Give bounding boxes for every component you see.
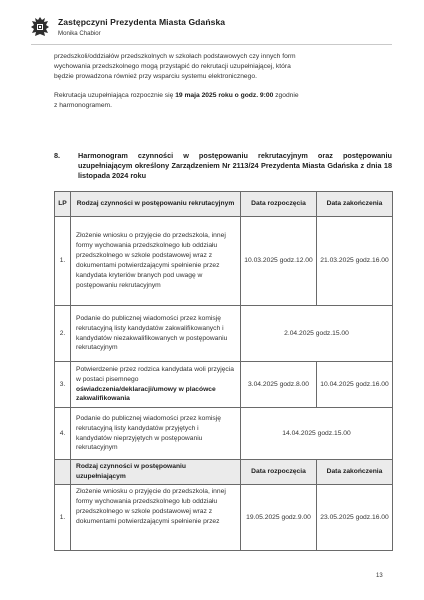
notice-line2: z harmonogramem.	[54, 102, 112, 110]
intro-line: wychowania przedszkolnego mogą przystąpić do rekrutacji uzupełniającej, która	[54, 63, 291, 71]
header-lp: LP	[55, 192, 71, 217]
notice-prefix: Rekrutacja uzupełniająca rozpocznie się	[54, 92, 176, 99]
intro-line: będzie prowadzona również przy wsparciu systemu elektronicznego.	[54, 73, 257, 81]
row-merged-date: 14.04.2025 godz.15.00	[241, 408, 393, 460]
row-description: Podanie do publicznej wiadomości przez komisję rekrutacyjną listy kandydatów zakwalifikowanych i kandydatów niezakwalifikowanych w postępowaniu rekrutacyjnym	[71, 306, 241, 362]
table-subheader-row	[55, 460, 393, 485]
row-lp: 2.	[55, 306, 71, 362]
row-start-date: 10.03.2025 godz.12.00	[241, 217, 317, 306]
row-merged-date: 2.04.2025 godz.15.00	[241, 306, 393, 362]
row-lp: 1.	[55, 485, 71, 551]
table-row	[55, 306, 393, 362]
row-lp: 4.	[55, 408, 71, 460]
row-start-date: 19.05.2025 godz.9.00	[241, 485, 317, 551]
table-header-row	[55, 192, 393, 217]
page-number: 13	[376, 573, 383, 579]
official-name: Monika Chabior	[58, 30, 101, 37]
organization-title: Zastępczyni Prezydenta Miasta Gdańska	[58, 17, 226, 27]
table-row	[55, 408, 393, 460]
subheader-lp	[55, 460, 71, 485]
header-divider	[31, 44, 392, 45]
section-number: 8.	[54, 151, 61, 160]
header-start-date: Data rozpoczęcia	[241, 192, 317, 217]
row-description: Złożenie wniosku o przyjęcie do przedszkola, innej formy wychowania przedszkolnego lub oddziału przedszkolnego w szkole podstawowej wraz z dokumentami potwierdzającymi spełnienie przez	[71, 485, 241, 551]
row-end-date: 23.05.2025 godz.16.00	[317, 485, 393, 551]
row-description	[71, 362, 241, 408]
row-description-emphasis: oświadczenia/deklaracji/umowy w placówce zakwalifikowania	[76, 385, 216, 403]
table-row	[55, 362, 393, 408]
notice-suffix: zgodnie	[273, 92, 299, 99]
subheader-start-date: Data rozpoczęcia	[241, 460, 317, 485]
section-title: Harmonogram czynności w postępowaniu rekrutacyjnym oraz postępowaniu uzupełniającym określony Zarządzeniem Nr 2113/24 Prezydenta Miasta Gdańska z dnia 18 listopada 2024 roku	[78, 151, 392, 180]
row-end-date: 21.03.2025 godz.16.00	[317, 217, 393, 306]
header-end-date: Data zakończenia	[317, 192, 393, 217]
subheader-end-date: Data zakończenia	[317, 460, 393, 485]
row-end-date: 10.04.2025 godz.16.00	[317, 362, 393, 408]
row-description-text: Potwierdzenie przez rodzica kandydata woli przyjęcia w postaci pisemnego	[76, 365, 234, 383]
row-description: Podanie do publicznej wiadomości przez komisję rekrutacyjną listy kandydatów przyjętych i kandydatów nieprzyjętych w postępowaniu rekrutacyjnym	[71, 408, 241, 460]
header-activity: Rodzaj czynności w postępowaniu rekrutacyjnym	[71, 192, 241, 217]
table-row	[55, 217, 393, 306]
row-start-date: 3.04.2025 godz.8.00	[241, 362, 317, 408]
table-row	[55, 485, 393, 551]
row-lp: 1.	[55, 217, 71, 306]
city-crest-icon	[31, 17, 49, 37]
schedule-table	[54, 191, 393, 551]
document-header	[31, 17, 225, 37]
recruitment-notice	[54, 91, 392, 111]
subheader-activity: Rodzaj czynności w postępowaniu uzupełniającym	[71, 460, 241, 485]
row-description: Złożenie wniosku o przyjęcie do przedszkola, innej formy wychowania przedszkolnego lub oddziału przedszkolnego w szkole podstawowej wraz z dokumentami potwierdzającymi spełnienie przez kandydata kryteriów branych pod uwagę w postępowaniu rekrutacyjnym	[71, 217, 241, 306]
intro-line: przedszkoli/oddziałów przedszkolnych w szkołach podstawowych czy innych form	[54, 53, 296, 60]
row-lp: 3.	[55, 362, 71, 408]
intro-paragraph	[54, 52, 392, 83]
notice-date: 19 maja 2025 roku o godz. 9:00	[175, 92, 274, 99]
